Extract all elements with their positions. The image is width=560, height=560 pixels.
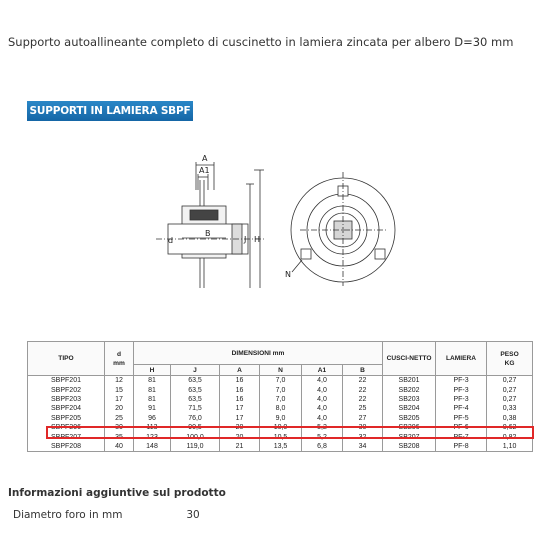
table-cell: 4,0 <box>302 404 343 413</box>
table-cell: 40 <box>105 442 134 452</box>
table-cell: 12 <box>105 376 134 386</box>
table-cell: 16 <box>220 385 260 394</box>
table-cell: 22 <box>343 376 383 386</box>
table-cell: 148 <box>134 442 171 452</box>
table-cell: 21 <box>220 442 260 452</box>
spec-table-wrapper <box>27 341 532 452</box>
spec-table <box>27 341 533 452</box>
table-cell: 4,0 <box>302 395 343 404</box>
table-cell: 22 <box>343 395 383 404</box>
table-cell: 91 <box>134 404 171 413</box>
table-cell: 4,0 <box>302 414 343 423</box>
subheader-a: A <box>220 365 260 376</box>
table-cell: 81 <box>134 376 171 386</box>
table-cell: PF-6 <box>436 423 487 432</box>
table-cell: 17 <box>105 395 134 404</box>
label-b: B <box>205 229 211 238</box>
table-cell: 96 <box>134 414 171 423</box>
table-cell: SBPF204 <box>28 404 105 413</box>
table-cell: SB201 <box>383 376 436 386</box>
series-banner: SUPPORTI IN LAMIERA SBPF <box>27 101 193 121</box>
table-cell: 8,0 <box>260 404 302 413</box>
table-cell: 0,38 <box>487 414 533 423</box>
table-cell: SB202 <box>383 385 436 394</box>
table-cell: 81 <box>134 385 171 394</box>
table-cell: 71,5 <box>171 404 220 413</box>
table-cell: SB206 <box>383 423 436 432</box>
table-cell: 17 <box>220 404 260 413</box>
table-cell: 32 <box>343 432 383 441</box>
table-cell: SBPF208 <box>28 442 105 452</box>
front-view <box>291 172 395 286</box>
table-cell: PF-3 <box>436 376 487 386</box>
table-cell: 34 <box>343 442 383 452</box>
table-cell: SB204 <box>383 404 436 413</box>
table-cell: 16 <box>220 395 260 404</box>
subheader-n: N <box>260 365 302 376</box>
header-d-label: d <box>116 350 122 358</box>
table-row <box>28 414 533 423</box>
header-d-unit: mm <box>113 359 125 367</box>
table-row <box>28 442 533 452</box>
table-cell: PF-4 <box>436 404 487 413</box>
table-cell: 63,5 <box>171 395 220 404</box>
table-cell: 6,8 <box>302 442 343 452</box>
header-dimensioni: DIMENSIONI mm <box>134 342 383 365</box>
table-cell: 17 <box>220 414 260 423</box>
table-cell: 63,5 <box>171 376 220 386</box>
table-cell: 10,5 <box>260 432 302 441</box>
table-cell: 5,2 <box>302 432 343 441</box>
table-cell: 10,0 <box>260 423 302 432</box>
table-cell: 30 <box>105 423 134 432</box>
table-cell: 0,27 <box>487 376 533 386</box>
table-cell: SB207 <box>383 432 436 441</box>
table-cell: PF-3 <box>436 395 487 404</box>
table-cell: 0,27 <box>487 395 533 404</box>
table-cell: 4,0 <box>302 376 343 386</box>
table-cell: 9,0 <box>260 414 302 423</box>
table-cell: 0,33 <box>487 404 533 413</box>
subheader-b: B <box>343 365 383 376</box>
table-cell: 35 <box>105 432 134 441</box>
table-row <box>28 376 533 386</box>
header-d <box>105 342 134 376</box>
table-cell: 123 <box>134 432 171 441</box>
table-cell: 20 <box>105 404 134 413</box>
header-tipo: TIPO <box>28 342 105 376</box>
table-cell: 15 <box>105 385 134 394</box>
header-cuscinetto: CUSCI-NETTO <box>383 342 436 376</box>
table-cell: 16 <box>220 376 260 386</box>
table-cell: 90,5 <box>171 423 220 432</box>
table-cell: 5,2 <box>302 423 343 432</box>
side-view <box>156 162 264 288</box>
table-cell: SBPF203 <box>28 395 105 404</box>
info-row <box>13 509 200 521</box>
table-cell: 20 <box>220 432 260 441</box>
table-cell: 63,5 <box>171 385 220 394</box>
info-label: Diametro foro in mm <box>13 509 123 521</box>
table-cell: 0,82 <box>487 432 533 441</box>
table-cell: PF-8 <box>436 442 487 452</box>
table-cell: 22 <box>343 385 383 394</box>
label-d: d <box>168 236 174 245</box>
table-cell: SBPF207 <box>28 432 105 441</box>
header-peso-unit: KG <box>504 359 515 367</box>
table-cell: 119,0 <box>171 442 220 452</box>
table-cell: SB208 <box>383 442 436 452</box>
header-peso <box>487 342 533 376</box>
subheader-j: J <box>171 365 220 376</box>
table-cell: SBPF206 <box>28 423 105 432</box>
table-cell: PF-3 <box>436 385 487 394</box>
table-cell: SBPF205 <box>28 414 105 423</box>
table-cell: 4,0 <box>302 385 343 394</box>
subheader-a1: A1 <box>302 365 343 376</box>
info-title: Informazioni aggiuntive sul prodotto <box>8 487 226 499</box>
table-cell: SBPF201 <box>28 376 105 386</box>
label-n: N <box>285 270 291 279</box>
technical-drawing <box>150 150 410 290</box>
table-cell: 81 <box>134 395 171 404</box>
table-cell: 27 <box>343 414 383 423</box>
table-cell: 7,0 <box>260 395 302 404</box>
table-row <box>28 385 533 394</box>
table-row <box>28 423 533 432</box>
subheader-h: H <box>134 365 171 376</box>
info-value: 30 <box>186 509 200 521</box>
label-a: A <box>202 154 208 163</box>
table-cell: PF-7 <box>436 432 487 441</box>
table-cell: 25 <box>105 414 134 423</box>
table-cell: 25 <box>343 404 383 413</box>
table-cell: SB203 <box>383 395 436 404</box>
label-a1: A1 <box>199 166 210 175</box>
table-cell: 20 <box>220 423 260 432</box>
table-cell: SBPF202 <box>28 385 105 394</box>
label-j: J <box>244 235 247 244</box>
table-cell: 7,0 <box>260 376 302 386</box>
table-cell: 0,27 <box>487 385 533 394</box>
table-row <box>28 395 533 404</box>
spec-table-body <box>28 376 533 452</box>
label-h: H <box>254 235 261 244</box>
table-cell: 1,10 <box>487 442 533 452</box>
table-cell: 113 <box>134 423 171 432</box>
table-cell: 100,0 <box>171 432 220 441</box>
table-cell: 0,62 <box>487 423 533 432</box>
table-cell: PF-5 <box>436 414 487 423</box>
table-row <box>28 432 533 441</box>
table-cell: SB205 <box>383 414 436 423</box>
table-cell: 7,0 <box>260 385 302 394</box>
header-lamiera: LAMIERA <box>436 342 487 376</box>
table-cell: 30 <box>343 423 383 432</box>
product-description: Supporto autoallineante completo di cuscinetto in lamiera zincata per albero D=30 mm <box>8 35 514 49</box>
header-peso-label: PESO <box>500 350 519 358</box>
table-cell: 76,0 <box>171 414 220 423</box>
table-row <box>28 404 533 413</box>
table-cell: 13,5 <box>260 442 302 452</box>
